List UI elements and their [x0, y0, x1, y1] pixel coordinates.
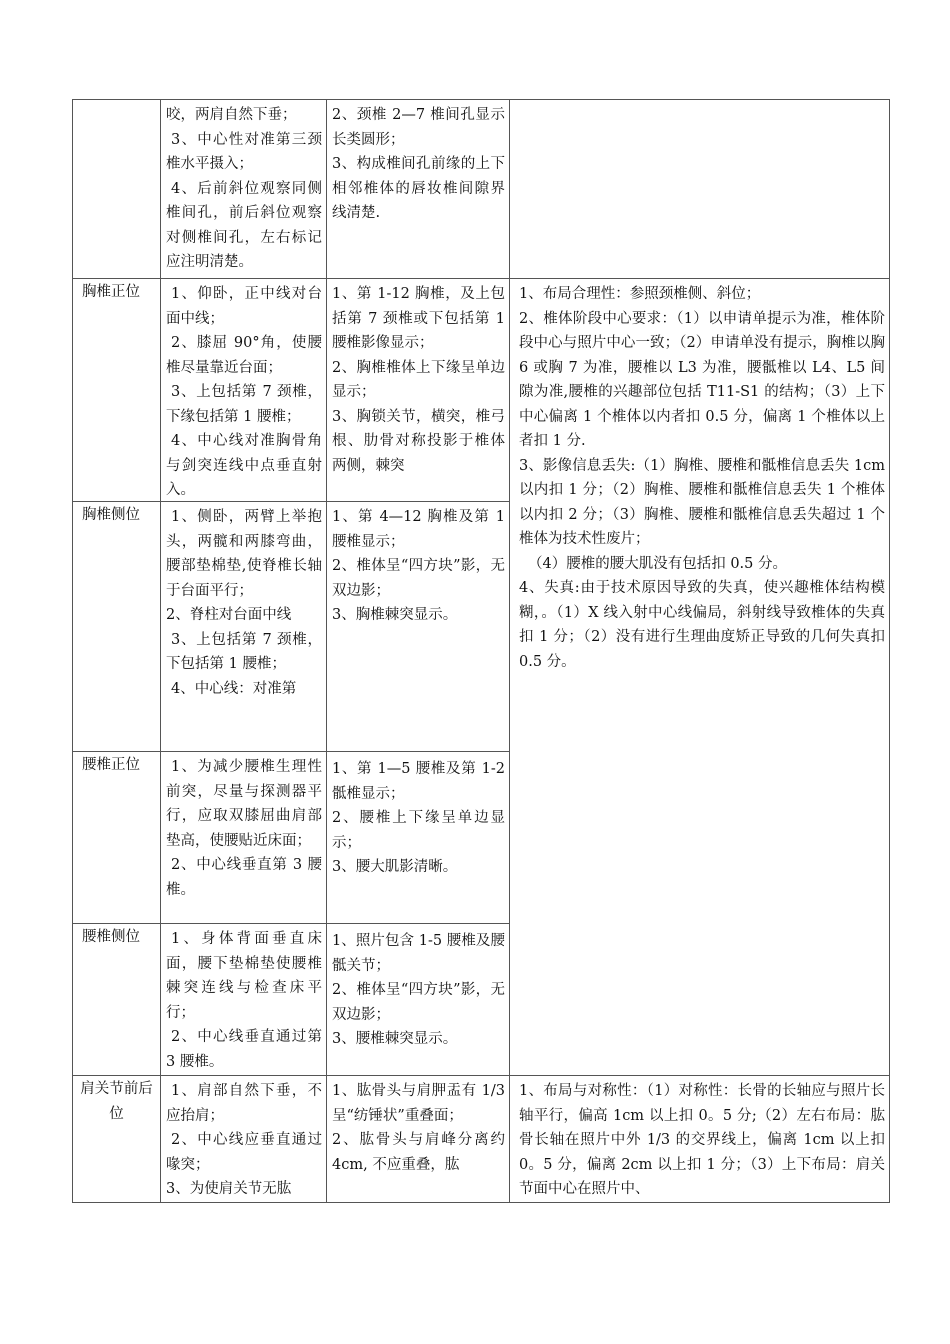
display-line: 1、第 1-12 胸椎，及上包括第 7 颈椎或下包括第 1 腰椎影像显示； — [332, 286, 505, 351]
row-name: 胸椎正位 — [82, 284, 140, 300]
display-cell — [327, 102, 509, 278]
row-name-cell — [73, 100, 160, 278]
row-name: 腰椎侧位 — [82, 929, 140, 945]
position-line: 1、身体背面垂直床面，腰下垫棉垫使腰椎棘突连线与检查床平行； — [166, 931, 322, 1021]
position-cell — [161, 926, 326, 1075]
display-line: 2、椎体呈“四方块”影，无双边影； — [332, 982, 505, 1023]
display-line: 2、颈椎 2—7 椎间孔显示长类圆形； — [332, 107, 505, 148]
position-line: 2、中心线应垂直通过喙突； — [166, 1132, 322, 1173]
position-line: 3、上包括第 7 颈椎，下包括第 1 腰椎； — [166, 631, 322, 672]
row-divider — [510, 278, 889, 279]
criteria-line: （4）腰椎的腰大肌没有包括扣 0.5 分。 — [528, 555, 788, 572]
display-line: 2、胸椎椎体上下缘呈单边显示； — [332, 359, 505, 400]
criteria-line: 2、椎体阶段中心要求：（1）以申请单提示为准，椎体阶段中心与照片中心一致；（2）申请单没有提示，胸椎以胸 6 或胸 7 为准，腰椎以 L3 为准，腰骶椎以 L4、L5 间隙为准,腰椎的兴趣部位包括 T11-S1 的结构；（3）上下中心偏离 1 个椎体以内者扣 0.5 分，偏离 1 个椎体以上者扣 1 分. — [519, 310, 885, 449]
display-line: 3、构成椎间孔前缘的上下相邻椎体的唇妆椎间隙界线清楚. — [332, 156, 505, 221]
position-line: 4、后前斜位观察同侧椎间孔，前后斜位观察对侧椎间孔，左右标记应注明清楚。 — [166, 180, 322, 270]
evaluation-table — [72, 99, 890, 1203]
display-line: 3、腰椎棘突显示。 — [332, 1031, 458, 1047]
row-name-cell — [73, 1076, 160, 1202]
display-cell — [327, 281, 509, 501]
position-cell — [161, 504, 326, 751]
row-name-cell — [73, 752, 160, 923]
position-line: 3、中心性对准第三颈椎水平摄入； — [166, 131, 322, 172]
position-cell — [161, 754, 326, 923]
display-cell — [327, 756, 509, 923]
display-cell — [327, 504, 509, 751]
position-cell — [161, 1078, 326, 1202]
position-cell — [161, 102, 326, 278]
criteria-line: 1、布局合理性：参照颈椎侧、斜位； — [519, 286, 761, 302]
criteria-line: 3、影像信息丢失:（1）胸椎、腰椎和骶椎信息丢失 1cm 以内扣 1 分；（2）胸椎、腰椎和骶椎信息丢失 1 个椎体以内扣 2 分；（3）胸椎、腰椎和骶椎信息丢失超过 1 个椎体为技术性废片； — [519, 457, 885, 547]
display-line: 1、第 1—5 腰椎及第 1-2 骶椎显示； — [332, 761, 505, 802]
display-line: 3、胸椎棘突显示。 — [332, 607, 458, 623]
display-line: 2、腰椎上下缘呈单边显示； — [332, 810, 505, 851]
position-line: 1、为减少腰椎生理性前突，尽量与探测器平行，应取双膝屈曲肩部垫高，使腰贴近床面； — [166, 759, 322, 849]
display-line: 1、照片包含 1-5 腰椎及腰骶关节； — [332, 933, 505, 974]
position-line: 咬，两肩自然下垂； — [166, 107, 297, 123]
criteria-cell-spine — [510, 281, 889, 1075]
display-line: 1、第 4—12 胸椎及第 1 腰椎显示； — [332, 509, 505, 550]
position-line: 4、中心线：对准第 — [171, 680, 297, 697]
display-line: 2、椎体呈“四方块”影，无双边影； — [332, 558, 505, 599]
display-line: 1、肱骨头与肩胛盂有 1/3 呈“纺锤状”重叠面； — [332, 1083, 505, 1124]
row-divider — [73, 1075, 889, 1076]
row-name: 胸椎侧位 — [82, 507, 140, 523]
position-line: 3、上包括第 7 颈椎，下缘包括第 1 腰椎； — [166, 384, 322, 425]
position-line: 4、中心线对准胸骨角与剑突连线中点垂直射入。 — [166, 433, 322, 498]
criteria-line: 4、失真:由于技术原因导致的失真，使兴趣椎体结构模糊，。（1）X 线入射中心线偏局，斜射线导致椎体的失真扣 1 分；（2）没有进行生理曲度矫正导致的几何失真扣 0.5 分。 — [519, 580, 885, 670]
position-line: 1、侧卧，两臂上举抱头，两髋和两膝弯曲，腰部垫棉垫,使脊椎长轴于台面平行； — [166, 509, 322, 599]
display-line: 2、肱骨头与肩峰分离约 4cm, 不应重叠，肱 — [332, 1132, 505, 1173]
row-name-cell — [73, 924, 160, 1075]
display-cell — [327, 1078, 509, 1202]
row-name: 腰椎正位 — [82, 757, 140, 773]
position-line: 2、中心线垂直第 3 腰椎。 — [166, 857, 322, 898]
position-line: 1、肩部自然下垂，不应抬肩； — [166, 1083, 322, 1124]
criteria-line: 1、布局与对称性：（1）对称性：长骨的长轴应与照片长轴平行，偏高 1cm 以上扣 0。5 分;（2）左右布局：肱骨长轴在照片中外 1/3 的交界线上，偏离 1cm 以上扣 0。5 分，偏离 2cm 以上扣 1 分；（3）上下布局：肩关节面中心在照片中、 — [519, 1083, 885, 1197]
row-name-cell — [73, 279, 160, 501]
display-cell — [327, 928, 509, 1075]
position-line: 2、脊柱对台面中线 — [166, 607, 292, 623]
position-line: 3、为使肩关节无肱 — [166, 1181, 292, 1197]
row-name-cell — [73, 502, 160, 751]
position-line: 1、仰卧，正中线对台面中线； — [166, 286, 322, 327]
position-line: 2、中心线垂直通过第 3 腰椎。 — [166, 1029, 322, 1070]
position-line: 2、膝屈 90°角，使腰椎尽量靠近台面； — [166, 335, 322, 376]
position-cell — [161, 281, 326, 501]
display-line: 3、胸锁关节，横突，椎弓根、肋骨对称投影于椎体两侧，棘突 — [332, 408, 505, 474]
criteria-cell-shoulder — [510, 1078, 889, 1202]
row-name: 肩关节前后位 — [80, 1081, 153, 1122]
criteria-cell-cervical — [510, 100, 889, 278]
display-line: 3、腰大肌影清晰。 — [332, 859, 458, 875]
